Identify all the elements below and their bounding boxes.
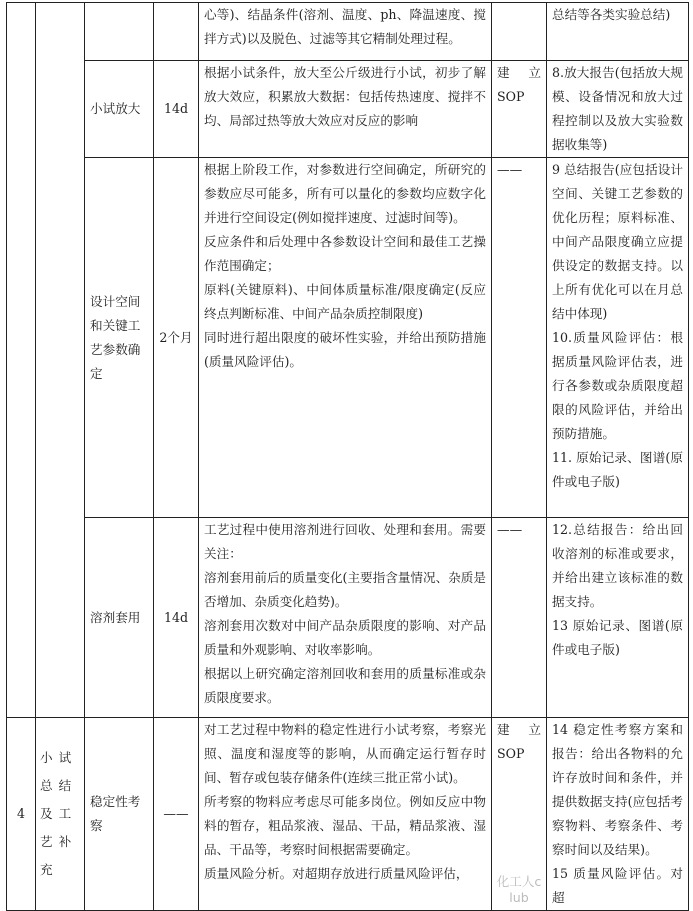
duration-cell: ——	[154, 718, 199, 911]
step-cell: 溶剂套用	[85, 518, 154, 718]
duration-cell	[154, 3, 199, 61]
content-text: 原料(关键原料)、中间体质量标准/限度确定(反应终点判断标准、中间产品杂质控制限度)	[204, 282, 486, 321]
table-row	[7, 718, 689, 911]
phase-cell	[36, 3, 85, 718]
table-row	[7, 61, 689, 158]
content-cell	[199, 158, 492, 518]
duration-cell: 14d	[154, 518, 199, 718]
content-text: 根据小试条件，放大至公斤级进行小试，初步了解放大效应，积累放大数据：包括传热速度、搅拌不均、局部过热等放大效应对反应的影响	[204, 65, 486, 128]
sop-cell	[492, 3, 547, 61]
output-text: 15 质量风险评估。对超	[552, 866, 683, 905]
output-text: 总结等各类实验总结)	[552, 7, 671, 22]
sop-text: SOP	[497, 746, 525, 761]
content-cell	[199, 518, 492, 718]
output-text: 11. 原始记录、图谱(原件或电子版)	[552, 450, 683, 489]
sop-cell	[492, 718, 547, 911]
table-row	[7, 158, 689, 518]
phase-cell	[36, 718, 85, 911]
output-text: 14 稳定性考察方案和报告：给出各物料的允许存放时间和条件，并提供数据支持(应包括考察物料、考察条件、考察时间以及结果)。	[552, 722, 683, 857]
output-text: 10.质量风险评估：根据质量风险评估表，进行各参数或杂质限度超限的风险评估，并给出预防措施。	[552, 330, 683, 441]
content-cell	[199, 718, 492, 911]
content-cell	[199, 3, 492, 61]
output-text: 9 总结报告(应包括设计空间、关键工艺参数的优化历程；原料标准、中间产品限度确立应提供设定的数据支持。以上所有优化可以在月总结中体现)	[552, 162, 683, 321]
content-text: 对工艺过程中物料的稳定性进行小试考察，考察光照、温度和湿度等的影响，从而确定运行暂存时间、暂存或包装存储条件(连续三批正常小试)。	[204, 722, 486, 785]
content-text: 反应条件和后处理中各参数设计空间和最佳工艺操作范围确定；	[204, 234, 486, 273]
phase-text: 小试总结及工艺补充	[40, 750, 78, 877]
content-text: 根据以上研究确定溶剂回收和套用的质量标准或杂质限度要求。	[204, 666, 486, 705]
number-cell: 4	[7, 718, 36, 911]
output-cell	[547, 718, 689, 911]
table-row	[7, 3, 689, 61]
watermark: 化工人club	[496, 874, 542, 905]
sop-text: 建	[497, 65, 510, 80]
table-row	[7, 518, 689, 718]
step-cell	[85, 3, 154, 61]
output-cell	[547, 61, 689, 158]
output-text: 13 原始记录、图谱(原件或电子版)	[552, 618, 683, 657]
output-cell	[547, 3, 689, 61]
output-cell	[547, 158, 689, 518]
step-cell: 设计空间和关键工艺参数确定	[85, 158, 154, 518]
output-text: 12.总结报告：给出回收溶剂的标准或要求，并给出建立该标准的数据支持。	[552, 522, 683, 609]
output-text: 8.放大报告(包括放大规模、设备情况和放大过程控制以及放大实验数据收集等)	[552, 65, 683, 152]
sop-text: 立	[528, 722, 541, 737]
process-table	[6, 2, 689, 911]
duration-cell: 14d	[154, 61, 199, 158]
content-text: 工艺过程中使用溶剂进行回收、处理和套用。需要关注：	[204, 522, 486, 561]
sop-text: 建	[497, 722, 510, 737]
number-cell	[7, 3, 36, 718]
content-text: 同时进行超出限度的破坏性实验，并给出预防措施(质量风险评估)。	[204, 330, 486, 369]
step-cell: 小试放大	[85, 61, 154, 158]
content-text: 根据上阶段工作，对参数进行空间确定，所研究的参数应尽可能多，所有可以量化的参数均应数字化并进行空间设定(例如搅拌速度、过滤时间等)。	[204, 162, 486, 225]
sop-cell: ——	[492, 158, 547, 518]
output-cell	[547, 518, 689, 718]
content-text: 溶剂套用次数对中间产品杂质限度的影响、对产品质量和外观影响、对收率影响。	[204, 618, 486, 657]
content-text: 心等)、结晶条件(溶剂、温度、ph、降温速度、搅拌方式)以及脱色、过滤等其它精制处理过程。	[204, 7, 486, 46]
step-cell: 稳定性考察	[85, 718, 154, 911]
duration-cell: 2个月	[154, 158, 199, 518]
sop-cell	[492, 61, 547, 158]
sop-text: SOP	[497, 89, 525, 104]
sop-text: 立	[528, 65, 541, 80]
content-cell	[199, 61, 492, 158]
content-text: 质量风险分析。对超期存放进行质量风险评估，	[204, 866, 469, 881]
sop-cell: ——	[492, 518, 547, 718]
content-text: 所考察的物料应考虑尽可能多岗位。例如反应中物料的暂存，粗品浆液、湿品、干品，精品浆液、湿品、干品等，考察时间根据需要确定。	[204, 794, 486, 857]
content-text: 溶剂套用前后的质量变化(主要指含量情况、杂质是否增加、杂质变化趋势)。	[204, 570, 486, 609]
